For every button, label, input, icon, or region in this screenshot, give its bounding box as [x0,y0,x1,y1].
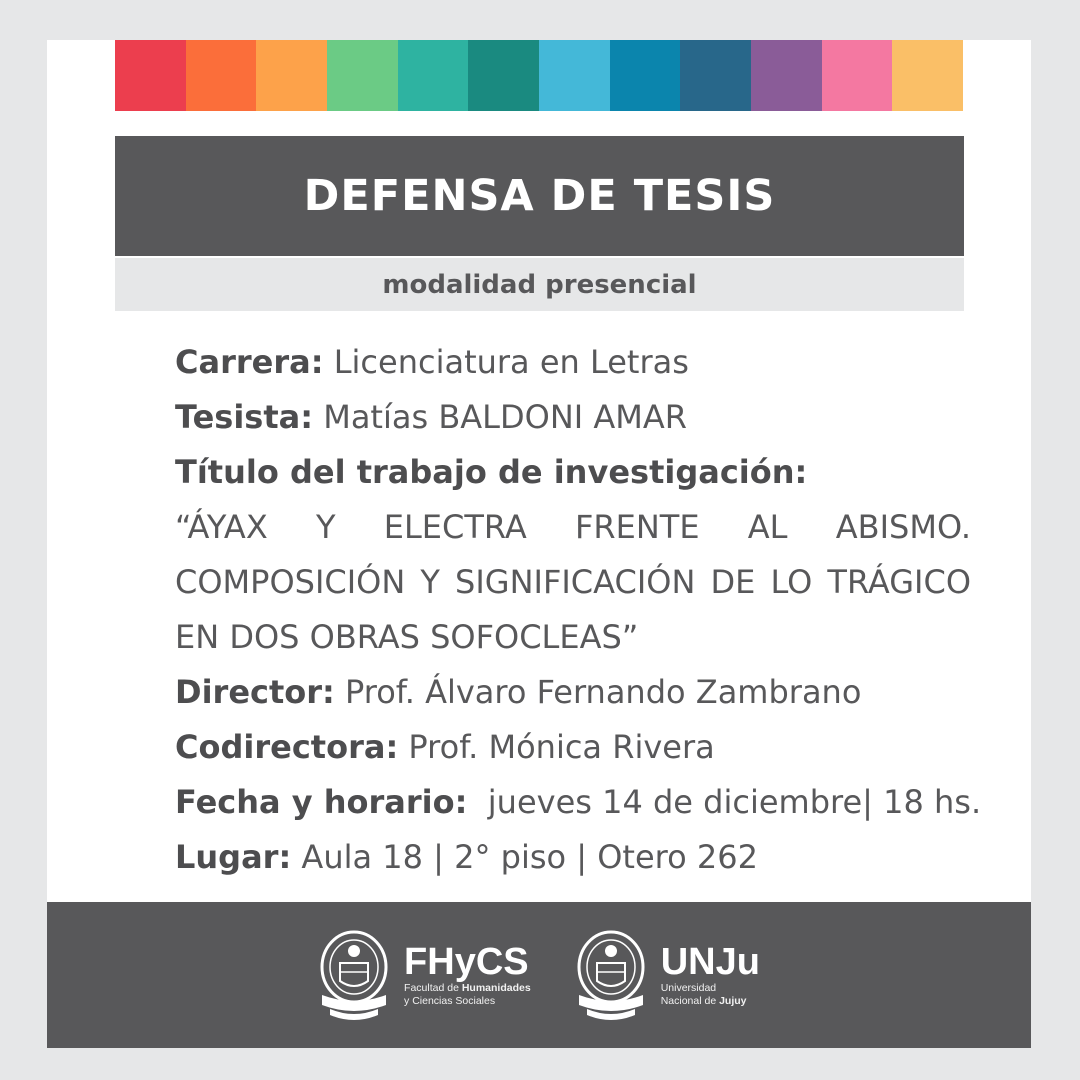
page-title: DEFENSA DE TESIS [303,171,776,221]
color-stripe [327,40,398,111]
modality-subtitle: modalidad presencial [382,269,697,300]
fhycs-line1 [404,982,531,995]
titulo-row [175,445,971,500]
color-stripe [822,40,893,111]
lugar-label: Lugar: [175,838,292,876]
fecha-value: jueves 14 de diciembre| 18 hs. [467,783,982,821]
unju-line2-bold: Jujuy [719,995,747,1007]
university-seal-icon [575,929,647,1021]
unju-brand [661,942,760,1008]
director-label: Director: [175,673,335,711]
titulo-label: Título del trabajo de investigación: [175,453,808,491]
color-stripe [751,40,822,111]
fhycs-name: FHyCS [404,941,529,983]
fecha-label: Fecha y horario: [175,783,468,821]
director-value: Prof. Álvaro Fernando Zambrano [334,673,862,711]
thesis-info [175,335,982,885]
color-stripes [115,40,963,111]
color-stripe [610,40,681,111]
director-row [175,665,971,720]
fecha-row [175,775,982,830]
color-stripe [115,40,186,111]
color-stripe [468,40,539,111]
lugar-row [175,830,971,885]
unju-name: UNJu [660,941,760,983]
color-stripe [892,40,963,111]
fhycs-line2: y Ciencias Sociales [404,995,496,1007]
lugar-value: Aula 18 | 2° piso | Otero 262 [291,838,758,876]
fhycs-brand [404,942,531,1008]
color-stripe [256,40,327,111]
footer-band [47,902,1031,1048]
color-stripe [680,40,751,111]
color-stripe [398,40,469,111]
color-stripe [186,40,257,111]
unju-line1: Universidad [660,982,717,994]
tesista-label: Tesista: [175,398,314,436]
carrera-value: Licenciatura en Letras [323,343,689,381]
carrera-label: Carrera: [175,343,324,381]
codirectora-row [175,720,971,775]
unju-line2-prefix: Nacional de [660,995,720,1007]
tesista-value: Matías BALDONI AMAR [313,398,687,436]
title-band [115,136,964,256]
color-stripe [539,40,610,111]
thesis-title: “ÁYAX Y ELECTRA FRENTE AL ABISMO. COMPOSICIÓN Y SIGNIFICACIÓN DE LO TRÁGICO EN DOS OBRAS SOFOCLEAS” [175,508,971,656]
tesista-row [175,390,971,445]
fhycs-line1-prefix: Facultad de [404,982,462,994]
unju-line2 [661,995,760,1008]
fhycs-line1-bold: Humanidades [461,982,531,994]
codirectora-value: Prof. Mónica Rivera [398,728,715,766]
university-seal-icon [318,929,390,1021]
codirectora-label: Codirectora: [175,728,399,766]
carrera-row [175,335,971,390]
subtitle-band [115,258,964,311]
